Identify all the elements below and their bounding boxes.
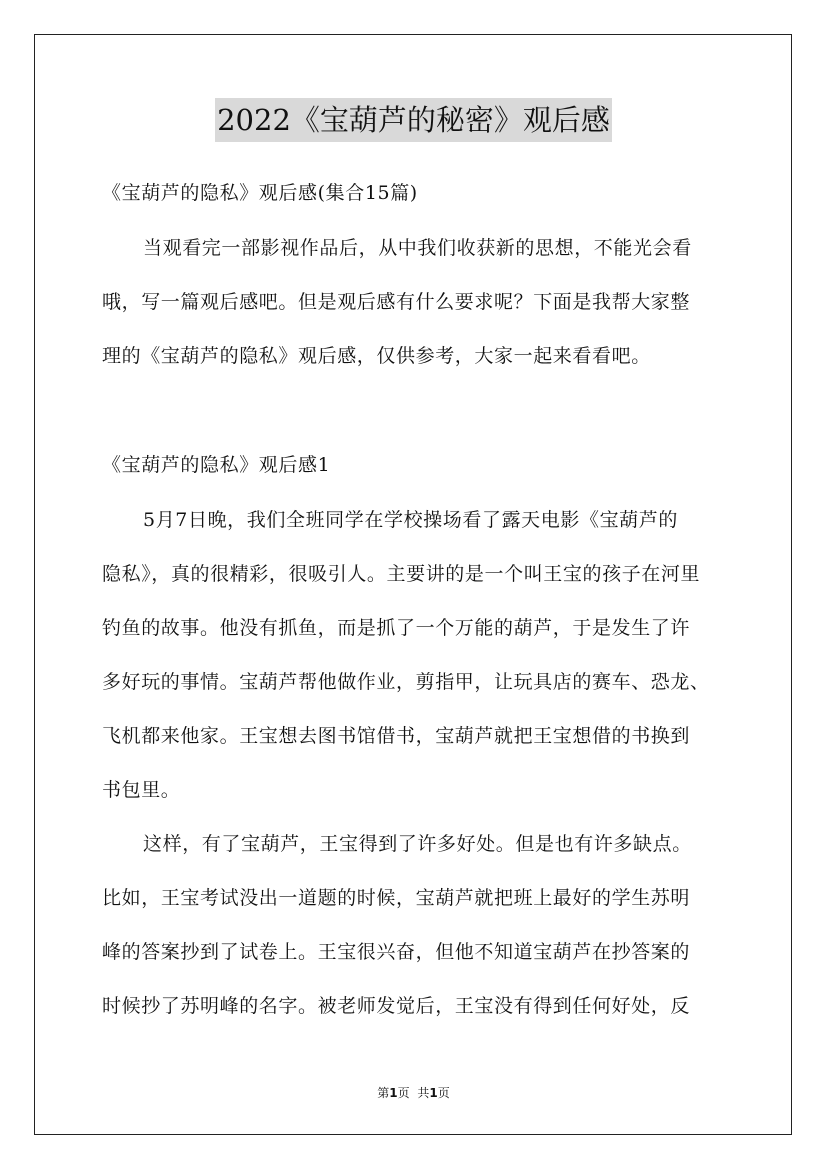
document-title: 2022《宝葫芦的秘密》观后感 bbox=[215, 98, 612, 142]
paragraph-line: 书包里。 bbox=[102, 779, 181, 801]
paragraph-line: 峰的答案抄到了试卷上。王宝很兴奋，但他不知道宝葫芦在抄答案的 bbox=[102, 941, 691, 963]
paragraph-line: 飞机都来他家。王宝想去图书馆借书，宝葫芦就把王宝想借的书换到 bbox=[102, 725, 691, 747]
intro-line: 理的《宝葫芦的隐私》观后感，仅供参考，大家一起来看看吧。 bbox=[102, 345, 651, 367]
section-heading: 《宝葫芦的隐私》观后感1 bbox=[102, 454, 331, 476]
paragraph-line: 比如，王宝考试没出一道题的时候，宝葫芦就把班上最好的学生苏明 bbox=[102, 887, 691, 909]
paragraph-line: 时候抄了苏明峰的名字。被老师发觉后，王宝没有得到任何好处，反 bbox=[102, 995, 691, 1017]
intro-line: 哦，写一篇观后感吧。但是观后感有什么要求呢？下面是我帮大家整 bbox=[102, 291, 691, 313]
paragraph-line: 这样，有了宝葫芦，王宝得到了许多好处。但是也有许多缺点。 bbox=[143, 833, 692, 855]
total-pages-label: 共1页 bbox=[417, 1086, 450, 1100]
paragraph-line: 隐私》，真的很精彩，很吸引人。主要讲的是一个叫王宝的孩子在河里 bbox=[102, 563, 701, 585]
page-footer bbox=[0, 1084, 827, 1101]
intro-line: 当观看完一部影视作品后，从中我们收获新的思想，不能光会看 bbox=[143, 237, 692, 259]
document-subtitle: 《宝葫芦的隐私》观后感(集合15篇) bbox=[102, 182, 418, 204]
paragraph-line: 多好玩的事情。宝葫芦帮他做作业，剪指甲，让玩具店的赛车、恐龙、 bbox=[102, 671, 710, 693]
paragraph-line: 钓鱼的故事。他没有抓鱼，而是抓了一个万能的葫芦，于是发生了许 bbox=[102, 617, 691, 639]
paragraph-line: 5月7日晚，我们全班同学在学校操场看了露天电影《宝葫芦的 bbox=[143, 509, 678, 531]
page-number-label: 第1页 bbox=[377, 1086, 410, 1100]
